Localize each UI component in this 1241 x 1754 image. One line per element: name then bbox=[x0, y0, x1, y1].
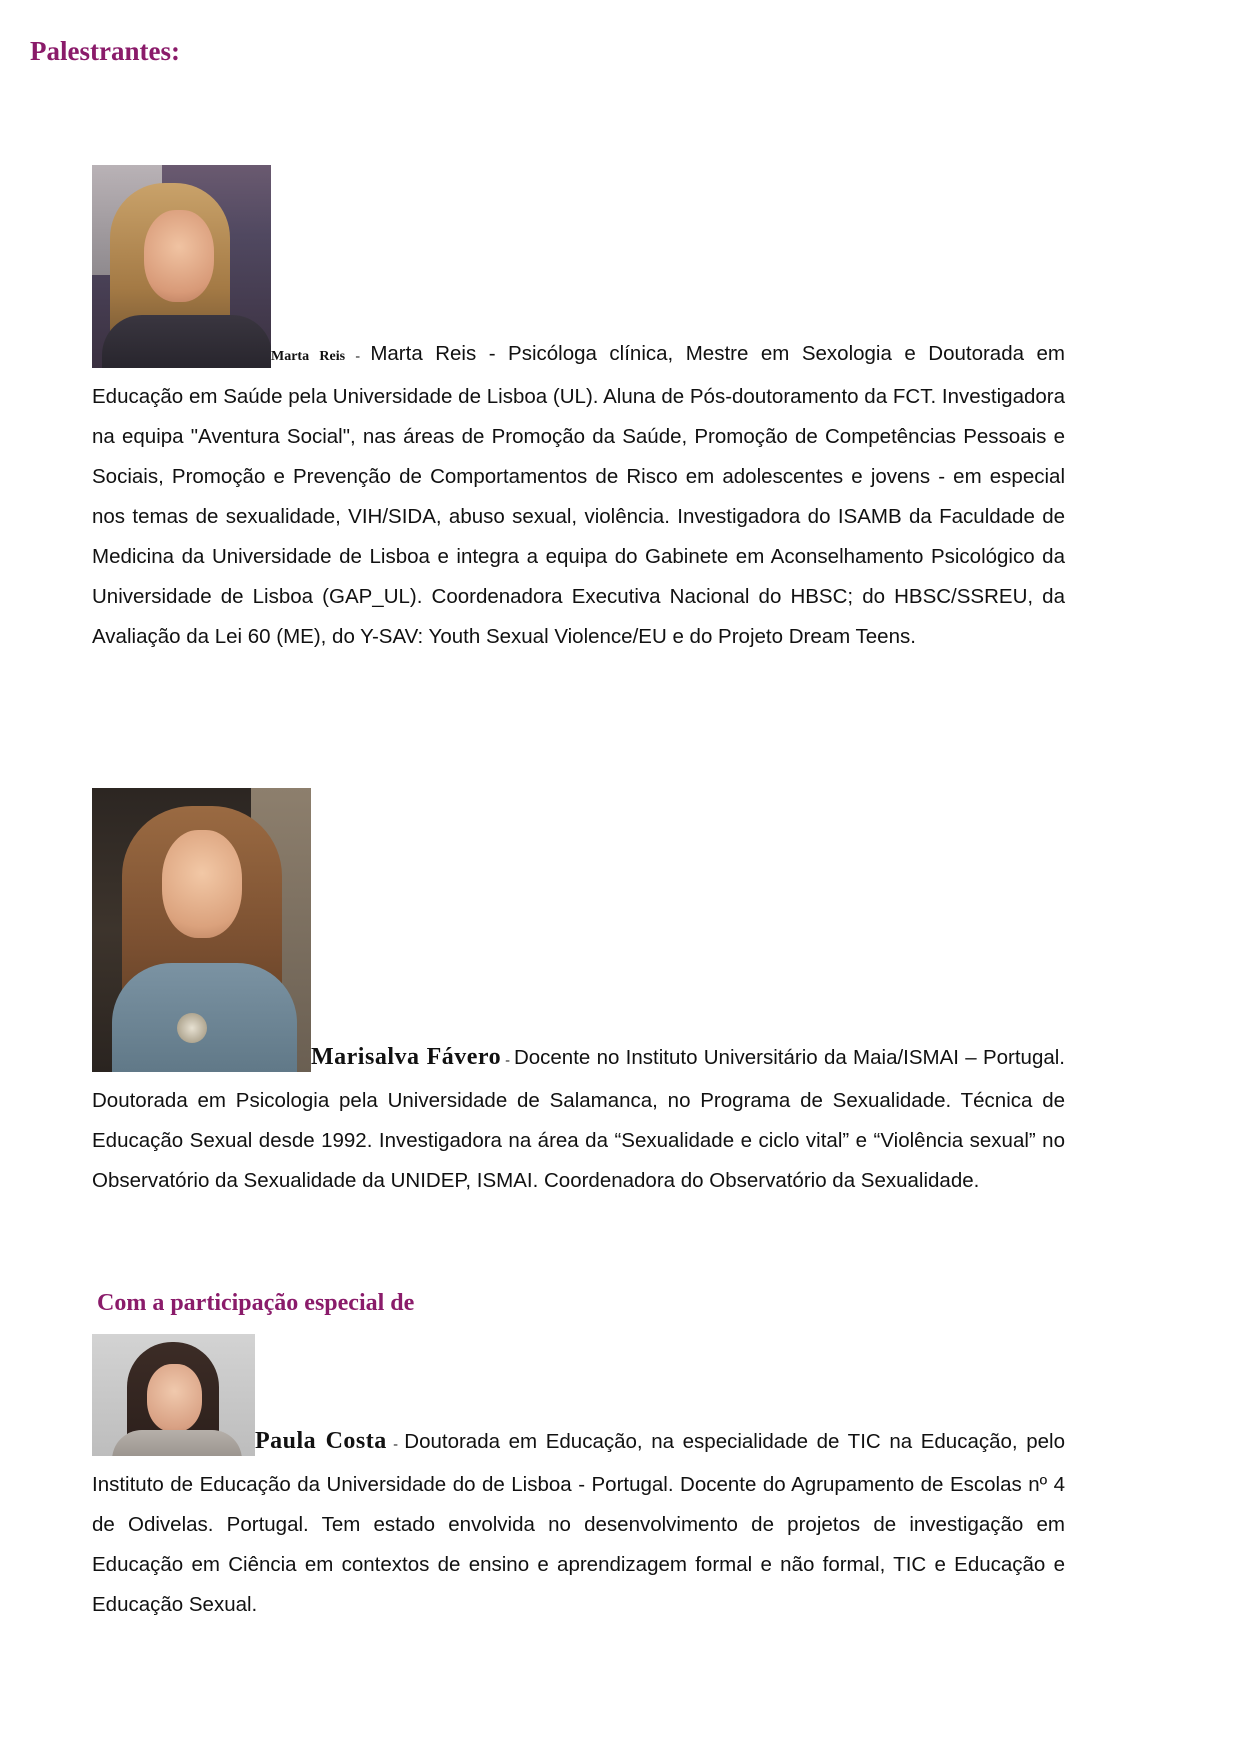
speaker-separator: - bbox=[501, 1053, 514, 1068]
speaker-bio-marta-reis bbox=[92, 165, 1065, 657]
speaker-photo-paula-costa bbox=[92, 1334, 255, 1456]
speaker-name: Marta Reis bbox=[271, 349, 346, 364]
speaker-separator: - bbox=[345, 349, 371, 364]
speaker-bio-marisalva-favero bbox=[92, 788, 1065, 1201]
speaker-name: Marisalva Fávero bbox=[311, 1044, 502, 1070]
speaker-bio-paula-costa bbox=[92, 1334, 1065, 1625]
speaker-bio-text: Marta Reis - Psicóloga clínica, Mestre em Sexologia e Doutorada em Educação em Saúde pela Universidade de Lisboa (UL). Aluna de Pós-doutoramento da FCT. Investigadora na equipa "Aventura Social", nas áreas de Promoção da Saúde, Promoção de Competências Pessoais e Sociais, Promoção e Prevenção de Comportamentos de Risco em adolescentes e jovens - em especial nos temas de sexualidade, VIH/SIDA, abuso sexual, violência. Investigadora do ISAMB da Faculdade de Medicina da Universidade de Lisboa e integra a equipa do Gabinete em Aconselhamento Psicológico da Universidade de Lisboa (GAP_UL). Coordenadora Executiva Nacional do HBSC; do HBSC/SSREU, da Avaliação da Lei 60 (ME), do Y-SAV: Youth Sexual Violence/EU e do Projeto Dream Teens. bbox=[92, 342, 1065, 648]
page-title: Palestrantes: bbox=[30, 36, 180, 66]
speaker-name: Paula Costa bbox=[255, 1428, 387, 1454]
speaker-bio-text: Docente no Instituto Universitário da Maia/ISMAI – Portugal. Doutorada em Psicologia pela Universidade de Salamanca, no Programa de Sexualidade. Técnica de Educação Sexual desde 1992. Investigadora na área da “Sexualidade e ciclo vital” e “Violência sexual” no Observatório da Sexualidade da UNIDEP, ISMAI. Coordenadora do Observatório da Sexualidade. bbox=[92, 1046, 1065, 1192]
speaker-photo-marta-reis bbox=[92, 165, 271, 368]
speaker-photo-marisalva-favero bbox=[92, 788, 311, 1072]
speaker-separator: - bbox=[386, 1437, 405, 1452]
speaker-bio-text: Doutorada em Educação, na especialidade de TIC na Educação, pelo Instituto de Educação da Universidade do de Lisboa - Portugal. Docente do Agrupamento de Escolas nº 4 de Odivelas. Portugal. Tem estado envolvida no desenvolvimento de projetos de investigação em Educação em Ciência em contextos de ensino e aprendizagem formal e não formal, TIC e Educação e Educação Sexual. bbox=[92, 1430, 1065, 1616]
section-heading: Com a participação especial de bbox=[97, 1290, 415, 1316]
